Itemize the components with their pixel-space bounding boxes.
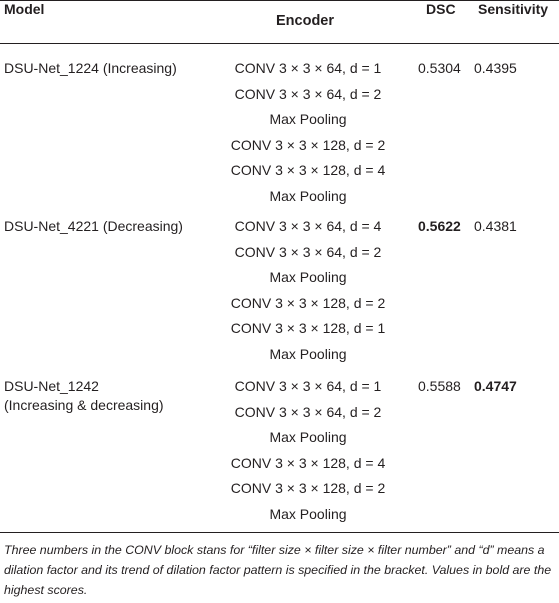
encoder-layer: CONV 3 × 3 × 128, d = 4 bbox=[230, 162, 386, 178]
encoder-layer: CONV 3 × 3 × 64, d = 2 bbox=[234, 403, 382, 420]
encoder-layer: Max Pooling bbox=[269, 111, 347, 127]
encoder-layer: CONV 3 × 3 × 128, d = 2 bbox=[230, 136, 386, 153]
header-model: Model bbox=[4, 1, 45, 17]
sensitivity-value-best: 0.4747 bbox=[474, 378, 517, 394]
encoder-cell bbox=[200, 217, 416, 370]
header-dsc: DSC bbox=[426, 1, 456, 17]
encoder-layer: CONV 3 × 3 × 64, d = 1 bbox=[234, 60, 382, 76]
encoder-layer: CONV 3 × 3 × 128, d = 4 bbox=[230, 454, 386, 471]
encoder-layer: CONV 3 × 3 × 64, d = 4 bbox=[234, 218, 382, 234]
header-rule bbox=[0, 43, 559, 44]
encoder-layer: CONV 3 × 3 × 64, d = 2 bbox=[234, 85, 382, 102]
dsc-value-best: 0.5622 bbox=[418, 218, 461, 234]
table-footnote: Three numbers in the CONV block stans for “filter size × filter size × filter number” and “d” means a dilation factor and its trend of dilation factor pattern is specified in the bracket. Values in bold are the highest scores. bbox=[4, 543, 552, 597]
header-encoder: Encoder bbox=[276, 13, 335, 29]
sensitivity-value: 0.4381 bbox=[474, 218, 517, 234]
model-cell bbox=[4, 377, 214, 415]
encoder-layer: CONV 3 × 3 × 64, d = 2 bbox=[234, 243, 382, 260]
encoder-layer: Max Pooling bbox=[269, 429, 347, 445]
model-cell bbox=[4, 59, 214, 78]
encoder-layer: CONV 3 × 3 × 64, d = 1 bbox=[234, 378, 382, 394]
encoder-layer: Max Pooling bbox=[269, 187, 347, 204]
encoder-layer: Max Pooling bbox=[269, 269, 347, 285]
model-pattern: (Increasing & decreasing) bbox=[4, 397, 164, 413]
model-name: DSU-Net_1224 (Increasing) bbox=[4, 60, 177, 76]
encoder-layer: CONV 3 × 3 × 128, d = 2 bbox=[230, 294, 386, 311]
dsc-value: 0.5588 bbox=[418, 378, 461, 394]
encoder-layer: Max Pooling bbox=[269, 505, 347, 522]
model-cell bbox=[4, 217, 214, 236]
encoder-cell bbox=[200, 59, 416, 212]
model-name: DSU-Net_4221 (Decreasing) bbox=[4, 218, 183, 234]
bottom-rule bbox=[0, 532, 559, 533]
header-sensitivity: Sensitivity bbox=[478, 1, 549, 17]
encoder-layer: CONV 3 × 3 × 128, d = 1 bbox=[230, 320, 386, 336]
encoder-layer: CONV 3 × 3 × 128, d = 2 bbox=[230, 480, 386, 496]
encoder-cell bbox=[200, 377, 416, 530]
sensitivity-value: 0.4395 bbox=[474, 60, 517, 76]
dsc-value: 0.5304 bbox=[418, 60, 461, 76]
model-name: DSU-Net_1242 bbox=[4, 378, 99, 394]
encoder-layer: Max Pooling bbox=[269, 345, 347, 362]
